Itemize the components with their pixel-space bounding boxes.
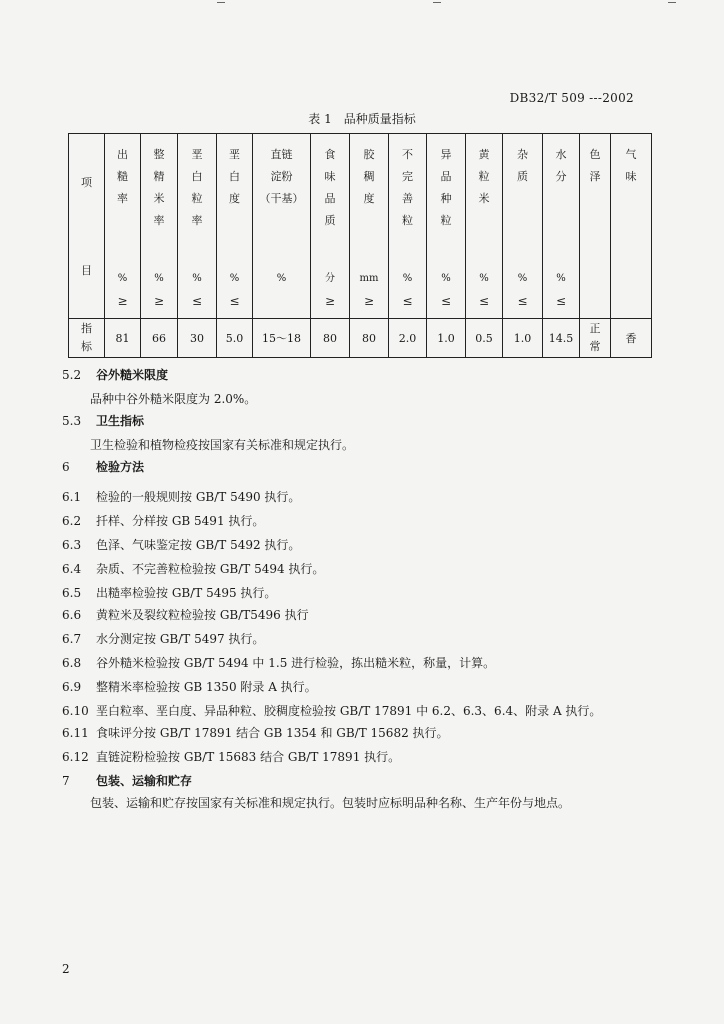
document-number: DB32/T 509 ---2002 [509,91,634,105]
clause-text: 卫生检验和植物检疫按国家有关标准和规定执行。 [90,438,355,452]
column-name-char: 率 [191,214,203,227]
column-name-char: 味 [625,170,637,183]
spec-value-cell [350,319,389,358]
column-name-char: 垩 [229,148,240,161]
clause-number: 6.7 [62,632,82,646]
spec-value-char: 正 [589,322,601,335]
column-name-char: 不 [402,148,413,161]
clause-line [62,748,400,765]
column-unit: % [276,273,287,284]
column-name-char: 完 [402,170,413,183]
clause-text: 垩白粒率、垩白度、异品种粒、胶稠度检验按 GB/T 17891 中 6.2、6.3、6.4、附录 A 执行。 [96,704,602,718]
clause-number: 6.11 [62,726,89,740]
value-row-label [69,319,105,358]
column-header [389,134,427,319]
section-heading [62,772,192,789]
spec-value-cell [311,319,350,358]
clause-line [62,536,300,553]
column-name-char: 粒 [191,192,203,205]
column-name-char: 黄 [478,148,490,161]
clause-text: 扦样、分样按 GB 5491 执行。 [96,514,265,528]
column-name-char: 垩 [191,148,203,161]
column-name-char: 胶 [363,148,375,161]
column-operator: ≤ [517,294,528,308]
clause-text: 色泽、气味鉴定按 GB/T 5492 执行。 [96,538,301,552]
column-header [105,134,141,319]
column-name-char: 种 [440,192,452,205]
clause-number: 6.1 [62,490,82,504]
column-name-char: 白 [191,170,203,183]
column-name-char: 善 [402,192,413,205]
spec-value: 80 [323,331,337,345]
clause-number: 6.3 [62,538,82,552]
spec-value-cell [253,319,311,358]
column-header [580,134,611,319]
column-header [543,134,580,319]
section-heading [62,366,168,383]
column-name-char: 色 [589,148,601,161]
column-header [466,134,503,319]
column-header [350,134,389,319]
clause-number: 6.5 [62,586,82,600]
column-unit: % [479,273,489,284]
quality-spec-table [68,133,652,358]
clause-text: 整精米率检验按 GB 1350 附录 A 执行。 [96,680,317,694]
spec-value: 30 [190,331,204,345]
spec-value-cell [178,319,217,358]
column-operator: ≤ [440,294,452,308]
spec-value-cell [141,319,178,358]
column-operator: ≤ [402,294,413,308]
clause-line [62,584,276,601]
table-title: 表 1 品种质量指标 [308,112,416,126]
spec-value-cell [503,319,543,358]
clause-number: 6.6 [62,608,82,622]
clause-number: 7 [62,774,70,788]
column-name-char: （干基） [259,192,304,205]
section-title: 包装、运输和贮存 [96,774,193,788]
clause-number: 6.12 [62,750,89,764]
column-unit: % [402,273,413,284]
clause-text: 食味评分按 GB/T 17891 结合 GB 1354 和 GB/T 15682 执行。 [96,726,449,740]
scan-mark [433,2,441,3]
column-name-char: 精 [153,170,165,183]
spec-value-cell [105,319,141,358]
clause-line [62,390,256,407]
column-unit: % [556,273,566,284]
clause-text: 品种中谷外糙米限度为 2.0%。 [90,392,257,406]
clause-line [62,678,317,695]
clause-text: 检验的一般规则按 GB/T 5490 执行。 [96,490,301,504]
spec-value: 80 [362,331,376,345]
column-operator: ≤ [191,294,203,308]
spec-value-cell [466,319,503,358]
column-name-char: 率 [153,214,165,227]
clause-line [62,724,449,741]
clause-number: 6.4 [62,562,82,576]
section-title: 卫生指标 [96,414,145,428]
clause-line [62,512,264,529]
spec-value: 0.5 [475,331,493,345]
column-name-char: 品 [324,192,336,205]
spec-value: 66 [152,331,166,345]
column-unit: % [154,273,164,284]
column-name-char: 味 [324,170,336,183]
column-header [503,134,543,319]
row-header-cell [69,134,105,319]
clause-text: 出糙率检验按 GB/T 5495 执行。 [96,586,277,600]
column-unit: % [517,273,528,284]
clause-line [62,488,300,505]
spec-value-cell [389,319,427,358]
clause-number: 6.10 [62,704,89,718]
column-operator: ≥ [117,294,128,308]
scan-mark [668,2,676,3]
clause-number: 6 [62,460,70,474]
column-name-char: 品 [440,170,452,183]
column-header [611,134,652,319]
clause-line [62,560,324,577]
clause-text: 黄粒米及裂纹粒检验按 GB/T5496 执行 [96,608,309,622]
column-header [427,134,466,319]
column-name-char: 气 [625,148,637,161]
row-header-char: 项 [81,176,92,189]
clause-number: 6.8 [62,656,82,670]
column-operator: ≥ [363,294,375,308]
column-name-char: 淀粉 [270,170,293,183]
spec-value: 5.0 [225,331,244,345]
column-name-char: 食 [324,148,336,161]
clause-line [62,606,309,623]
row-header-char: 目 [81,264,92,277]
clause-text: 包装、运输和贮存按国家有关标准和规定执行。包装时应标明品种名称、生产年份与地点。 [90,796,571,810]
column-name-char: 出 [117,148,128,161]
spec-value: 香 [625,332,637,345]
column-operator: ≥ [324,294,336,308]
column-name-char: 白 [229,170,240,183]
column-unit: mm [359,273,379,284]
column-name-char: 质 [324,214,336,227]
clause-line [62,630,264,647]
column-name-char: 糙 [117,170,128,183]
clause-text: 直链淀粉检验按 GB/T 15683 结合 GB/T 17891 执行。 [96,750,401,764]
section-heading [62,412,144,429]
column-name-char: 质 [517,170,528,183]
section-title: 检验方法 [96,460,145,474]
column-unit: % [117,273,128,284]
column-name-char: 米 [153,192,165,205]
clause-line [62,702,601,719]
spec-value: 1.0 [437,331,455,345]
clause-number: 5.3 [62,414,82,428]
column-name-char: 异 [440,148,452,161]
column-name-char: 度 [229,192,240,205]
clause-number: 6.2 [62,514,82,528]
spec-value-cell [427,319,466,358]
column-unit: % [229,273,240,284]
spec-value-cell [580,319,611,358]
column-name-char: 粒 [440,214,452,227]
column-unit: % [192,273,202,284]
column-operator: ≤ [478,294,490,308]
column-operator: ≤ [555,294,567,308]
column-name-char: 水 [555,148,567,161]
column-header [311,134,350,319]
column-name-char: 直链 [270,148,293,161]
clause-number: 6.9 [62,680,82,694]
column-operator: ≥ [153,294,165,308]
value-row-label-char: 标 [81,340,92,353]
spec-value: 15～18 [262,332,301,345]
column-header [217,134,253,319]
spec-value: 14.5 [548,331,574,345]
column-name-char: 泽 [589,170,601,183]
column-header [253,134,311,319]
spec-value-cell [217,319,253,358]
spec-value-cell [543,319,580,358]
clause-text: 谷外糙米检验按 GB/T 5494 中 1.5 进行检验，拣出糙米粒，称量，计算。 [96,656,496,670]
column-name-char: 度 [363,192,375,205]
column-name-char: 粒 [478,170,490,183]
column-header [178,134,217,319]
column-unit: % [441,273,451,284]
column-name-char: 稠 [363,170,375,183]
column-header [141,134,178,319]
section-heading [62,458,144,475]
spec-value: 81 [115,331,130,345]
page-number: 2 [62,962,70,976]
value-row-label-char: 指 [81,322,92,335]
column-name-char: 米 [478,192,490,205]
clause-line [62,794,570,811]
scan-mark [217,2,225,3]
column-unit: 分 [325,273,335,284]
clause-text: 水分测定按 GB/T 5497 执行。 [96,632,265,646]
column-name-char: 杂 [517,148,528,161]
column-name-char: 粒 [402,214,413,227]
spec-value-cell [611,319,652,358]
spec-value: 1.0 [513,331,532,345]
spec-value: 2.0 [398,331,417,345]
column-operator: ≤ [229,294,240,308]
clause-line [62,654,495,671]
column-name-char: 率 [117,192,128,205]
column-name-char: 整 [153,148,165,161]
clause-text: 杂质、不完善粒检验按 GB/T 5494 执行。 [96,562,325,576]
column-name-char: 分 [555,170,567,183]
section-title: 谷外糙米限度 [96,368,169,382]
spec-value-char: 常 [589,340,601,353]
clause-number: 5.2 [62,368,82,382]
clause-line [62,436,354,453]
